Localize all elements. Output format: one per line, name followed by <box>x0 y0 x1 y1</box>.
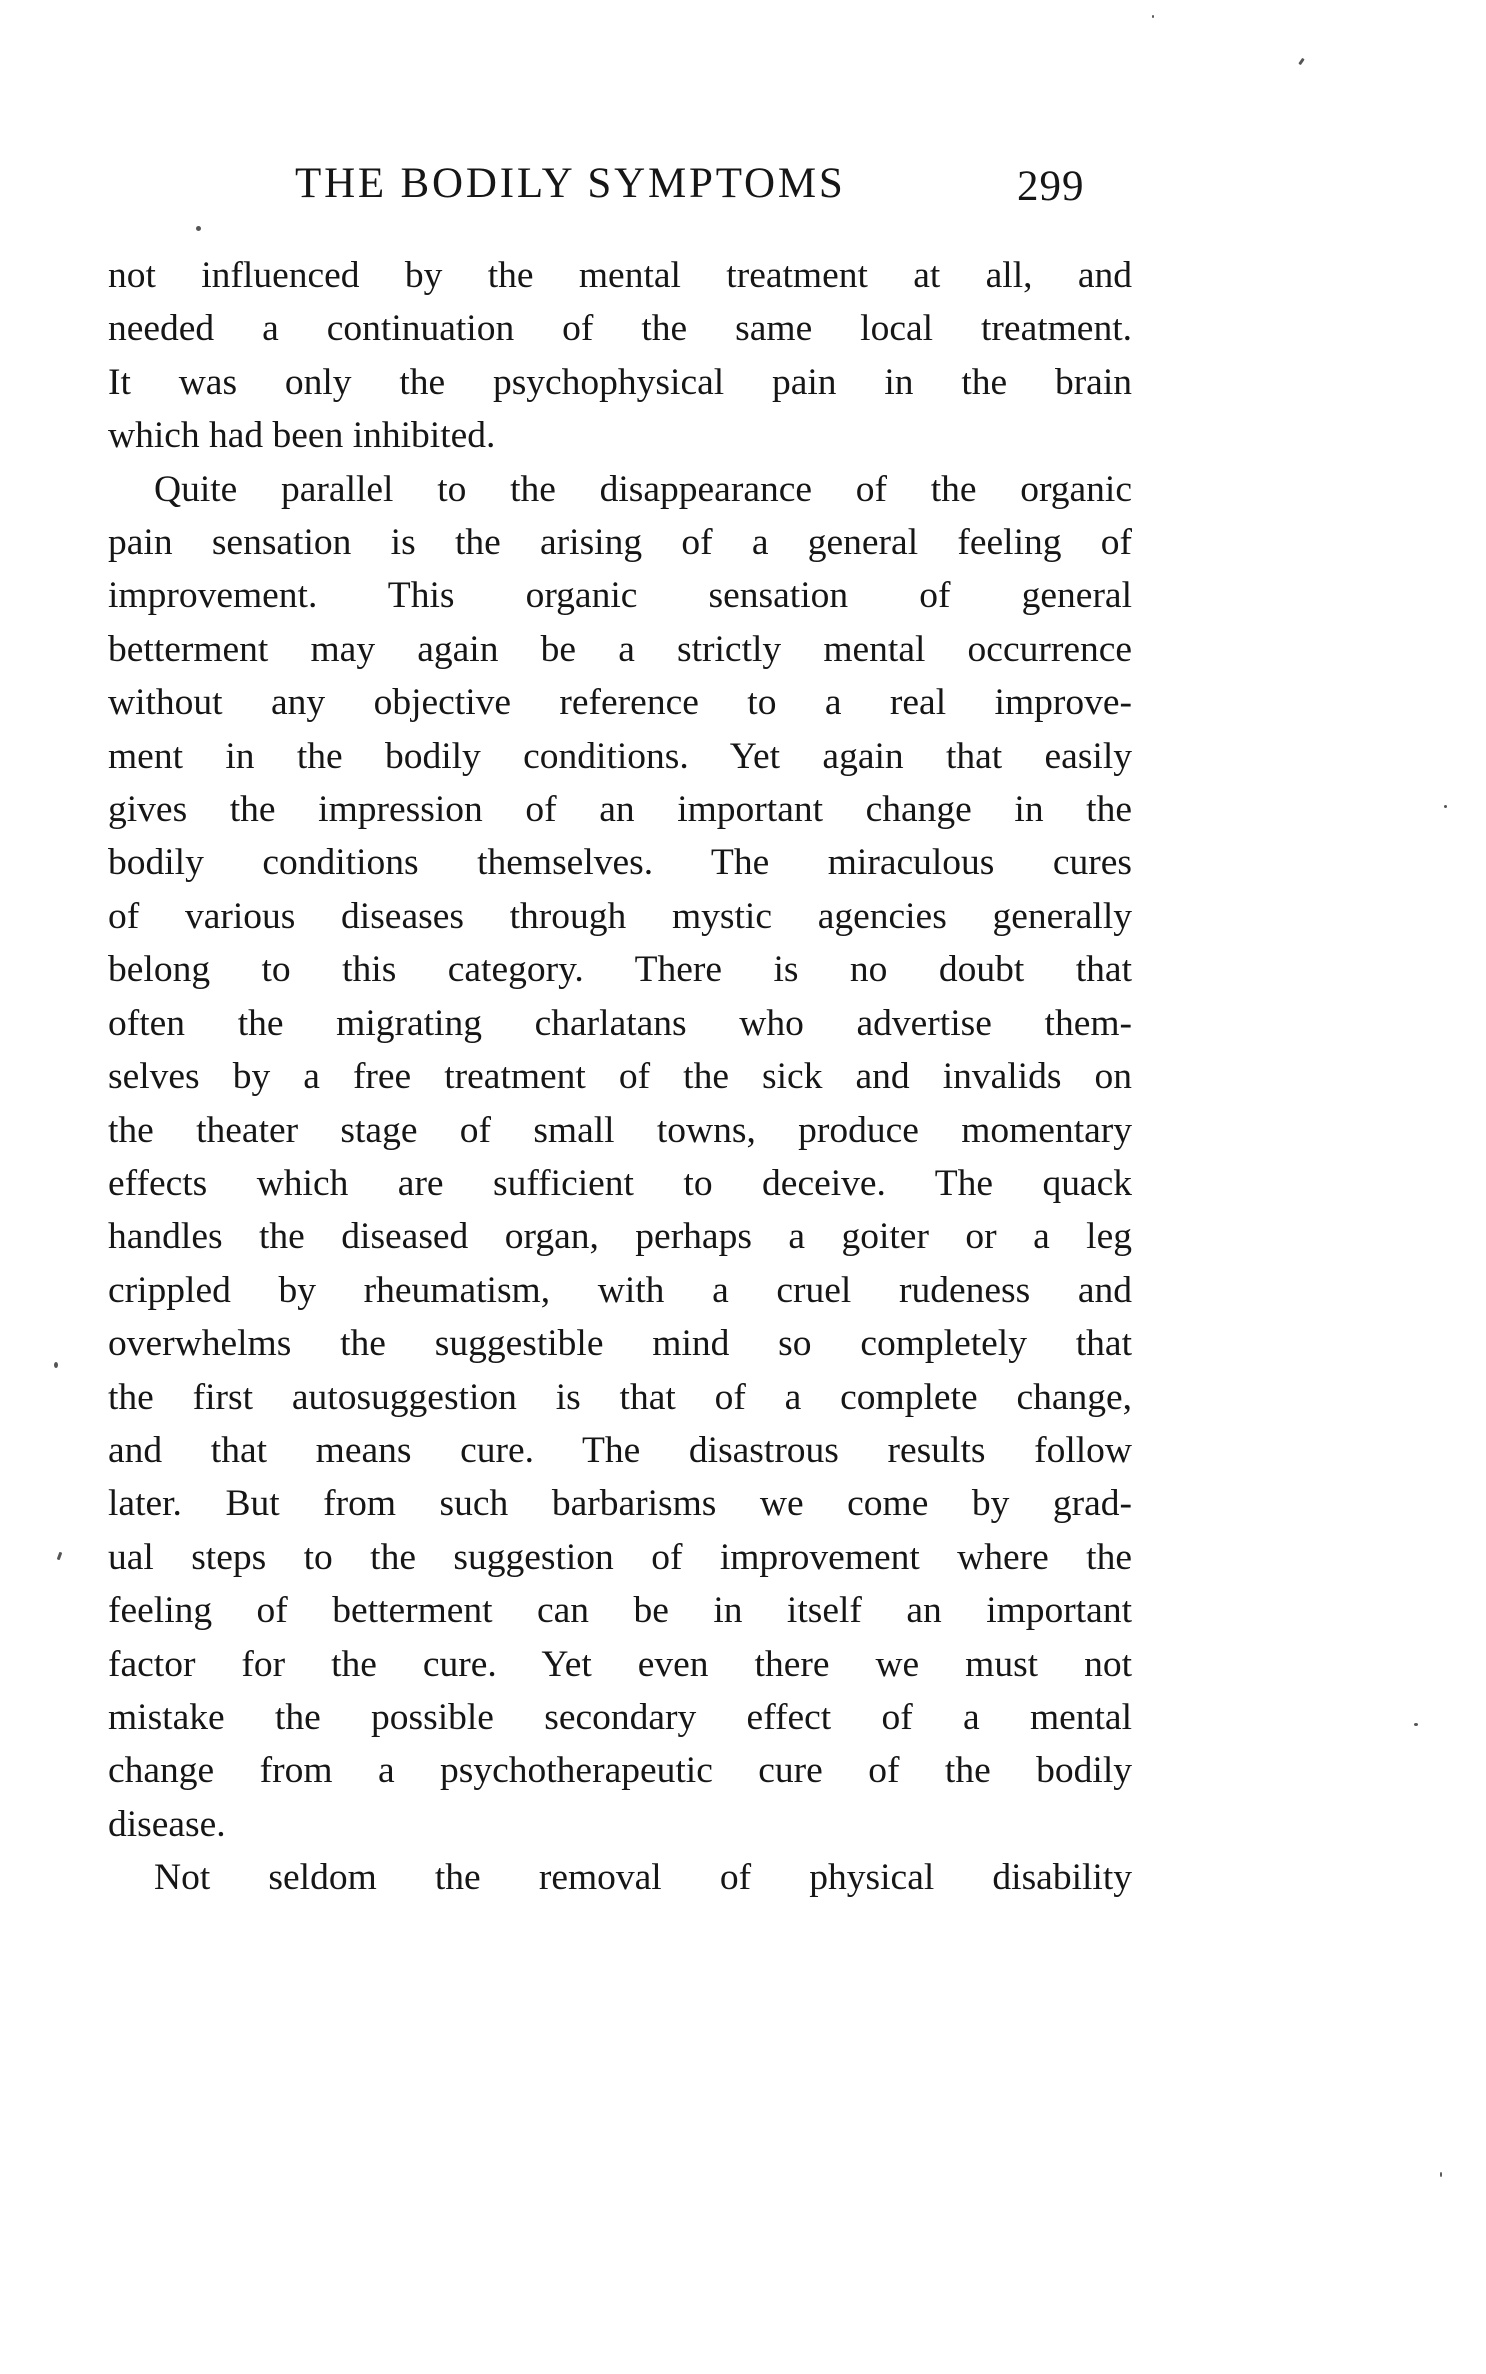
text-line: often the migrating charlatans who advertise them- <box>108 1002 1132 1044</box>
text-line: change from a psychotherapeutic cure of the bodily <box>108 1750 1132 1792</box>
text-line: the theater stage of small towns, produce momentary <box>108 1109 1132 1151</box>
text-line: pain sensation is the arising of a general feeling of <box>108 522 1132 564</box>
text-line: disease. <box>108 1803 226 1845</box>
text-line: overwhelms the suggestible mind so completely that <box>108 1323 1132 1365</box>
text-line: ment in the bodily conditions. Yet again that easily <box>108 735 1132 777</box>
paragraph-organic-sensation <box>108 463 1132 1852</box>
paragraph-physical-disability <box>108 1851 1132 1904</box>
text-line: handles the diseased organ, perhaps a goiter or a leg <box>108 1216 1132 1258</box>
text-line: needed a continuation of the same local treatment. <box>108 308 1132 350</box>
text-line: It was only the psychophysical pain in the brain <box>108 361 1132 403</box>
scan-speck <box>54 1362 58 1368</box>
paragraph-continuation <box>108 249 1132 463</box>
scan-speck <box>1440 2172 1442 2177</box>
text-line: feeling of betterment can be in itself an important <box>108 1590 1132 1632</box>
text-line: of various diseases through mystic agencies generally <box>108 895 1132 937</box>
text-line: improvement. This organic sensation of general <box>108 575 1132 617</box>
text-line: which had been inhibited. <box>108 415 496 457</box>
text-line: effects which are sufficient to deceive. The quack <box>108 1162 1132 1204</box>
text-line: bodily conditions themselves. The miraculous cures <box>108 842 1132 884</box>
text-line: mistake the possible secondary effect of a mental <box>108 1696 1132 1738</box>
scan-speck <box>196 226 201 231</box>
scan-speck <box>1152 15 1154 18</box>
scan-speck <box>1298 58 1304 65</box>
body-text <box>108 249 1132 1905</box>
text-line: without any objective reference to a real improve- <box>108 682 1132 724</box>
page-number: 299 <box>1017 163 1085 210</box>
text-line: later. But from such barbarisms we come by grad- <box>108 1483 1132 1525</box>
scan-speck <box>1414 1723 1418 1726</box>
scan-speck <box>1444 805 1447 808</box>
text-line: Quite parallel to the disappearance of the organic <box>154 468 1132 510</box>
scan-speck <box>57 1552 63 1561</box>
text-line: factor for the cure. Yet even there we must not <box>108 1643 1132 1685</box>
text-line: ual steps to the suggestion of improvement where the <box>108 1536 1132 1578</box>
text-line: betterment may again be a strictly mental occurrence <box>108 628 1132 670</box>
text-line: not influenced by the mental treatment at all, and <box>108 255 1132 296</box>
running-head: THE BODILY SYMPTOMS <box>295 160 846 207</box>
text-line: and that means cure. The disastrous results follow <box>108 1429 1132 1471</box>
text-line: Not seldom the removal of physical disability <box>154 1857 1132 1899</box>
text-line: belong to this category. There is no doubt that <box>108 949 1132 991</box>
text-line: selves by a free treatment of the sick and invalids on <box>108 1056 1132 1098</box>
text-line: gives the impression of an important change in the <box>108 789 1132 831</box>
text-line: crippled by rheumatism, with a cruel rudeness and <box>108 1269 1132 1311</box>
text-line: the first autosuggestion is that of a complete change, <box>108 1376 1132 1418</box>
